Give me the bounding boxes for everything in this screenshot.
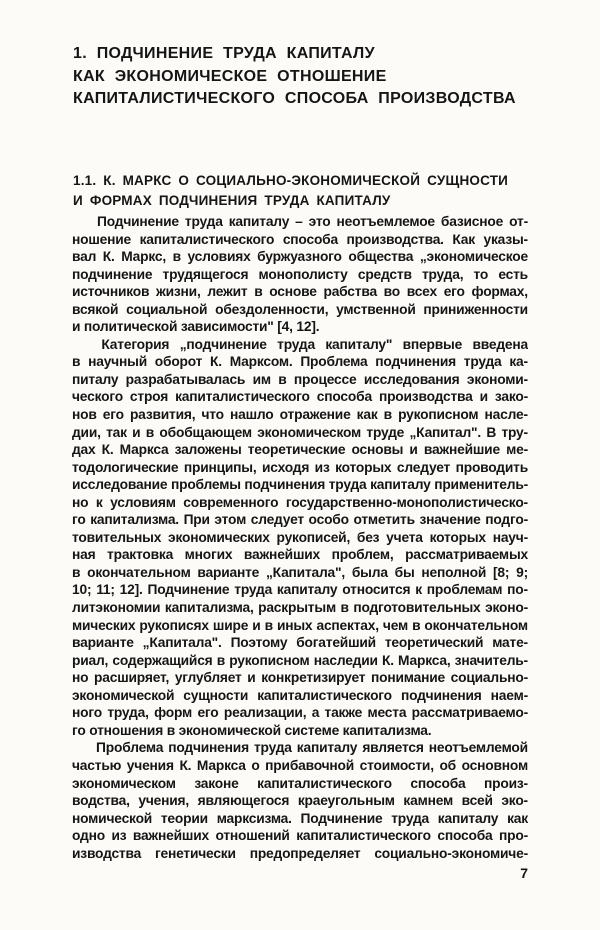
text-line: го капитализма. При этом следует особо отметить значение подго- (72, 512, 528, 528)
text-line: Проблема подчинения труда капиталу является неотъемлемой (96, 740, 528, 756)
chapter-heading (73, 43, 543, 111)
heading-line: 1. ПОДЧИНЕНИЕ ТРУДА КАПИТАЛУ (73, 45, 375, 62)
page-number: 7 (520, 865, 528, 881)
text-line: дах К. Маркса заложены теоретические основы и важнейшие ме- (72, 442, 528, 458)
text-line: го отношения в экономической системе капитализма. (72, 722, 432, 738)
text-line: тодологические принципы, исходя из которых следует проводить (72, 459, 528, 475)
text-line: риал, содержащийся в рукописном наследии К. Маркса, значитель- (72, 652, 528, 668)
text-line: в окончательном варианте „Капитала", была бы неполной [8; 9; (72, 564, 528, 580)
text-line: но к условиям современного государственно-монополистическо- (72, 494, 528, 510)
text-line: но расширяет, углубляет и конкретизирует понимание социально- (72, 670, 528, 686)
text-line: изводства генетически предопределяет социально-экономиче- (72, 845, 528, 861)
heading-line: КАПИТАЛИСТИЧЕСКОГО СПОСОБА ПРОИЗВОДСТВА (73, 90, 516, 107)
section-heading (73, 171, 543, 210)
heading-line: 1.1. К. МАРКС О СОЦИАЛЬНО-ЭКОНОМИЧЕСКОЙ СУЩНОСТИ (73, 173, 509, 188)
text-line: экономическом законе капиталистического способа произ- (72, 775, 528, 791)
text-line: одно из важнейших отношений капиталистического способа про- (72, 828, 528, 844)
heading-line: КАК ЭКОНОМИЧЕСКОЕ ОТНОШЕНИЕ (73, 67, 387, 85)
text-line: ная трактовка многих важнейших проблем, рассматриваемых (72, 547, 528, 563)
text-line: дии, так и в обобщающем экономическом труде „Капитал". В тру- (72, 424, 528, 440)
paragraph (72, 739, 528, 862)
text-line: 10; 11; 12]. Подчинение труда капиталу относится к проблемам по- (72, 582, 528, 598)
text-line: номической теории марксизма. Подчинение труда капиталу как (72, 810, 528, 826)
text-line: вал К. Маркс, в условиях буржуазного общества „экономическое (72, 249, 528, 265)
text-line: нов его развития, что нашло отражение как в рукописном насле- (72, 407, 528, 423)
text-line: и политической зависимости" [4, 12]. (72, 319, 320, 335)
text-line: водства, учения, являющегося краеугольным камнем всей эко- (72, 793, 528, 809)
text-line: Категория „подчинение труда капиталу" впервые введена (101, 336, 528, 352)
text-line: исследование проблемы подчинения труда капиталу применитель- (72, 477, 528, 493)
text-line: Подчинение труда капиталу – это неотъемлемое базисное от- (97, 214, 528, 229)
text-line: варианте „Капитала". Поэтому богатейший теоретический мате- (72, 635, 528, 651)
text-line: частью учения К. Маркса о прибавочной стоимости, об основном (72, 757, 528, 773)
paragraph (72, 213, 528, 336)
text-line: подчинение трудящегося монополисту средств труда, то есть (72, 266, 528, 282)
text-line: всякой социальной обездоленности, умственной приниженности (72, 301, 528, 317)
heading-line: И ФОРМАХ ПОДЧИНЕНИЯ ТРУДА КАПИТАЛУ (73, 192, 391, 208)
text-line: питалу разрабатывалась им в процессе исследования экономи- (72, 371, 528, 387)
body-text (72, 213, 528, 862)
text-line: ношение капиталистического способа производства. Как указы- (72, 231, 528, 247)
text-line: экономической сущности капиталистического подчинения наем- (72, 687, 528, 703)
text-line: товительных экономических рукописей, без учета которых науч- (72, 529, 528, 545)
text-line: ческого строя капиталистического способа производства и зако- (72, 389, 528, 405)
text-line: источников жизни, лежит в основе рабства во всех его формах, (72, 284, 528, 300)
paragraph (72, 336, 528, 740)
text-line: литэкономии капитализма, раскрытым в подготовительных эконо- (72, 600, 528, 616)
text-line: ного труда, форм его реализации, а также места рассматриваемо- (72, 705, 528, 721)
text-line: в научный оборот К. Марксом. Проблема подчинения труда ка- (72, 354, 528, 370)
text-line: мических рукописях шире и в иных аспектах, чем в окончательном (72, 617, 528, 633)
